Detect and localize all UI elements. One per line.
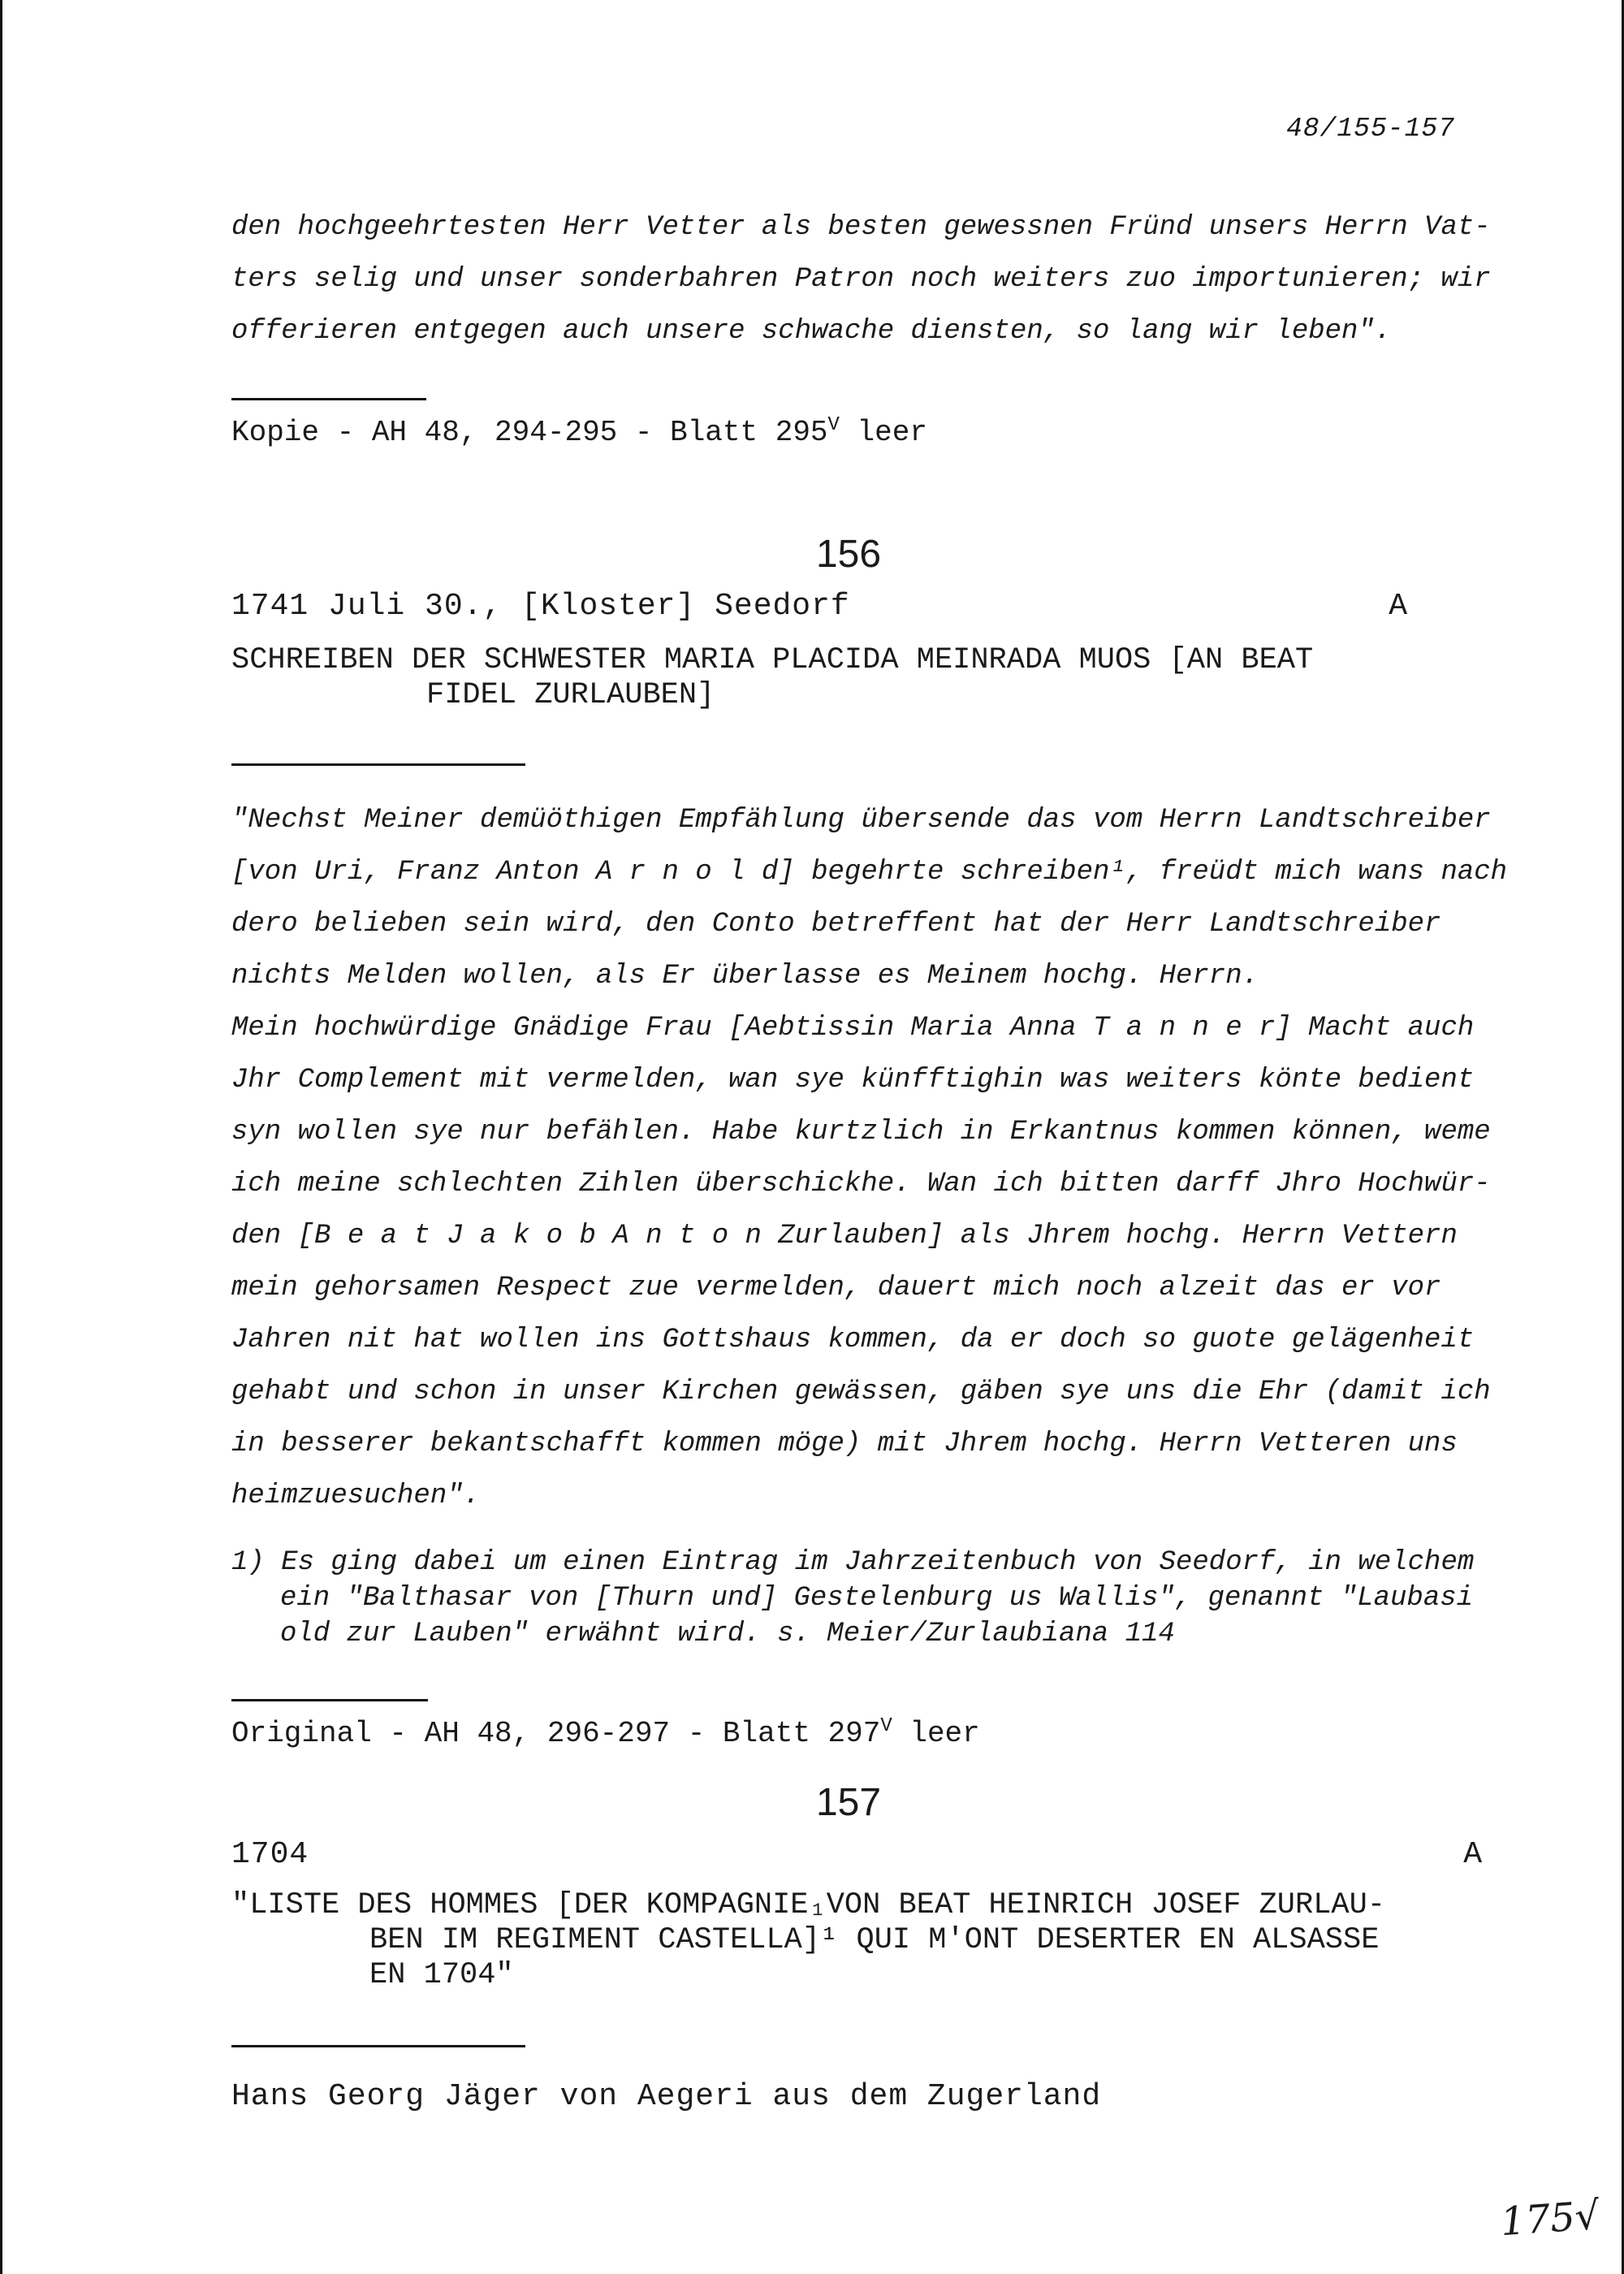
divider-rule	[231, 398, 426, 400]
body-line: mein gehorsamen Respect zue vermelden, dauert mich noch alzeit das er vor	[231, 1273, 1441, 1303]
entry-title-156	[231, 643, 1531, 713]
body-line: heimzuesuchen".	[231, 1481, 481, 1511]
body-line: Jahren nit hat wollen ins Gottshaus kommen, da er doch so guote gelägenheit	[231, 1325, 1475, 1355]
title-line: SCHREIBEN DER SCHWESTER MARIA PLACIDA MEINRADA MUOS [AN BEAT	[231, 643, 1314, 677]
entry-number-157: 157	[815, 1781, 882, 1824]
letter-body-156	[231, 794, 1547, 1522]
deserter-name: Hans Georg Jäger von Aegeri aus dem Zugerland	[231, 2079, 1102, 2114]
body-line: Jhr Complement mit vermelden, wan sye künfftighin was weiters könte bedient	[231, 1065, 1475, 1096]
title-line: EN 1704"	[369, 1958, 514, 1992]
entry-code-156: A	[1389, 589, 1407, 624]
intro-paragraph	[231, 201, 1514, 357]
body-line: nichts Melden wollen, als Er überlasse es Meinem hochg. Herrn.	[231, 961, 1259, 992]
entry-code-157: A	[1463, 1837, 1482, 1872]
divider-rule	[231, 2045, 525, 2047]
body-line: in besserer bekantschafft kommen möge) mit Jhrem hochg. Herrn Vetteren uns	[231, 1429, 1458, 1459]
body-line: dero belieben sein wird, den Conto betreffent hat der Herr Landtschreiber	[231, 909, 1441, 940]
title-line: "LISTE DES HOMMES [DER KOMPAGNIE₁VON BEAT HEINRICH JOSEF ZURLAU-	[231, 1888, 1386, 1922]
title-line: FIDEL ZURLAUBEN]	[426, 678, 715, 712]
footnote-line: ein "Balthasar von [Thurn und] Gestelenburg us Wallis", genannt "Laubasi	[280, 1583, 1474, 1614]
title-line: BEN IM REGIMENT CASTELLA]¹ QUI M'ONT DESERTER EN ALSASSE	[369, 1923, 1380, 1957]
body-line: [von Uri, Franz Anton A r n o l d] begehrte schreiben¹, freüdt mich wans nach	[231, 857, 1508, 888]
body-line: syn wollen sye nur befählen. Habe kurtzlich in Erkantnus kommen können, weme	[231, 1117, 1491, 1148]
handwritten-folio-number: 175√	[1498, 2192, 1601, 2246]
intro-line: ters selig und unser sonderbahren Patron noch weiters zuo importunieren; wir	[231, 264, 1491, 295]
body-line: "Nechst Meiner demüöthigen Empfählung übersende das vom Herrn Landtschreiber	[231, 805, 1491, 836]
body-line: ich meine schlechten Zihlen überschickhe. Wan ich bitten darff Jhro Hochwür-	[231, 1169, 1491, 1200]
footnote-156	[231, 1545, 1547, 1652]
source-line-155: Kopie - AH 48, 294-295 - Blatt $295^V$ leer	[231, 414, 927, 449]
divider-rule	[231, 1699, 428, 1701]
page-left-edge	[0, 0, 2, 2274]
page-reference: 48/155-157	[1285, 114, 1455, 144]
intro-line: den hochgeehrtesten Herr Vetter als besten gewessnen Fründ unsers Herrn Vat-	[231, 212, 1491, 243]
entry-title-157	[231, 1888, 1547, 1993]
footnote-line: old zur Lauben" erwähnt wird. s. Meier/Zurlaubiana 114	[280, 1619, 1175, 1649]
body-line: den [B e a t J a k o b A n t o n Zurlauben] als Jhrem hochg. Herrn Vettern	[231, 1221, 1458, 1252]
body-line: gehabt und schon in unser Kirchen gewässen, gäben sye uns die Ehr (damit ich	[231, 1377, 1491, 1407]
source-line-156: Original - AH 48, 296-297 - Blatt $297^V$ leer	[231, 1715, 980, 1750]
body-line: Mein hochwürdige Gnädige Frau [Aebtissin Maria Anna T a n n e r] Macht auch	[231, 1013, 1475, 1044]
entry-date-156: 1741 Juli 30., [Kloster] Seedorf	[231, 589, 850, 624]
intro-line: offerieren entgegen auch unsere schwache diensten, so lang wir leben".	[231, 316, 1392, 347]
divider-rule	[231, 763, 525, 766]
entry-date-157: 1704	[231, 1837, 309, 1872]
entry-number-156: 156	[815, 533, 882, 576]
footnote-line: 1) Es ging dabei um einen Eintrag im Jahrzeitenbuch von Seedorf, in welchem	[231, 1547, 1475, 1578]
